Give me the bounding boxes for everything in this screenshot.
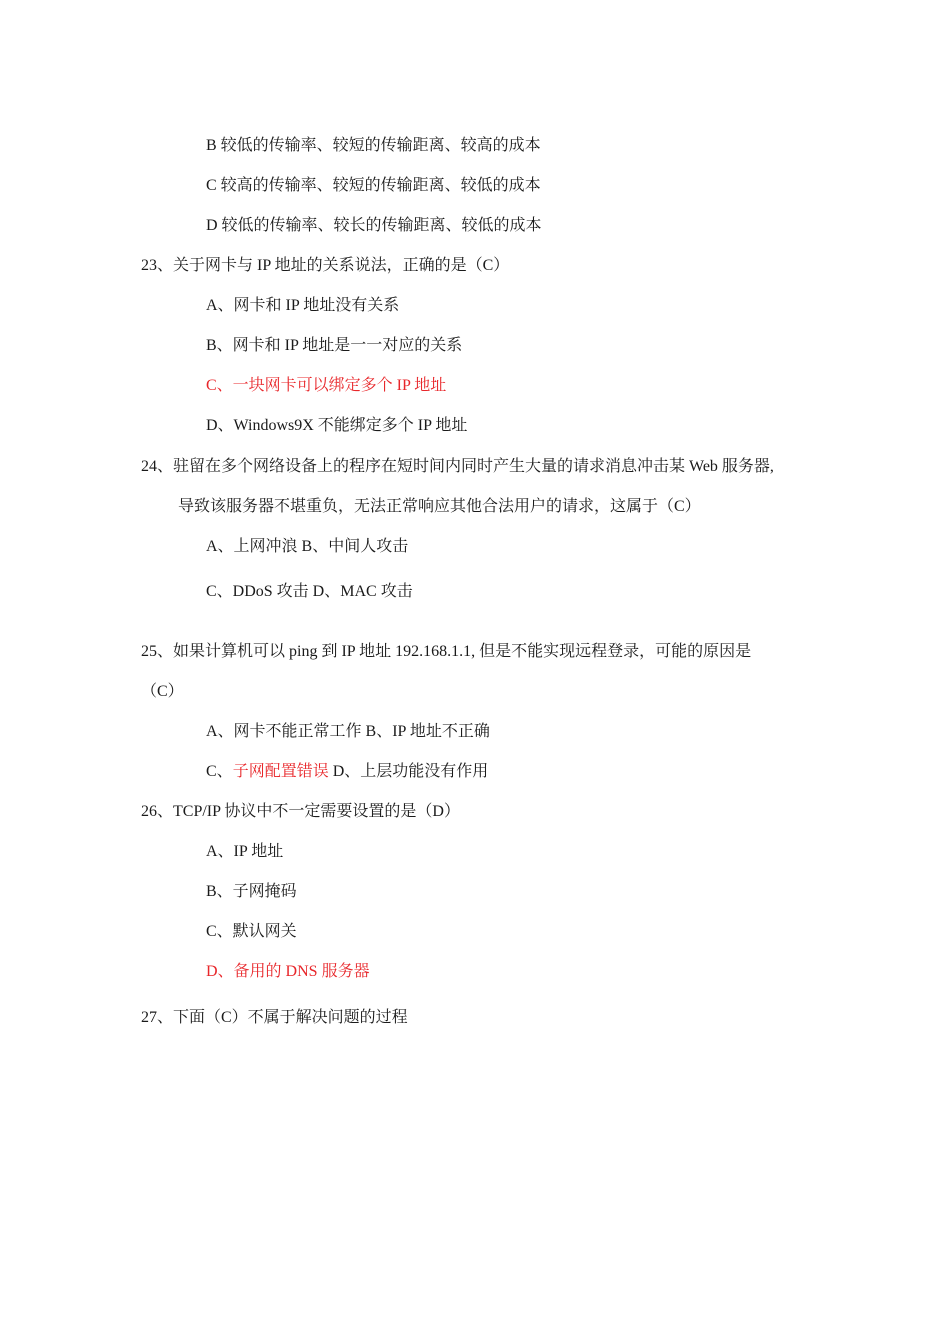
q26-option-a: A、IP 地址 xyxy=(206,843,284,860)
q26-option-b: B、子网掩码 xyxy=(206,883,297,900)
q24-stem-line1: 24、驻留在多个网络设备上的程序在短时间内同时产生大量的请求消息冲击某 Web 服务器, xyxy=(141,458,774,475)
q22-option-d: D 较低的传输率、较长的传输距离、较低的成本 xyxy=(206,217,542,234)
q26-option-d-answer: D、备用的 DNS 服务器 xyxy=(206,963,370,980)
q23-option-c-answer: C、一块网卡可以绑定多个 IP 地址 xyxy=(206,377,447,394)
q22-option-b: B 较低的传输率、较短的传输距离、较高的成本 xyxy=(206,137,541,154)
q23-stem: 23、关于网卡与 IP 地址的关系说法，正确的是（C） xyxy=(141,257,510,274)
q25-option-cd xyxy=(206,762,488,782)
q23-option-b: B、网卡和 IP 地址是一一对应的关系 xyxy=(206,337,463,354)
q27-stem: 27、下面（C）不属于解决问题的过程 xyxy=(141,1009,408,1026)
q23-option-d: D、Windows9X 不能绑定多个 IP 地址 xyxy=(206,417,468,434)
q26-stem: 26、TCP/IP 协议中不一定需要设置的是（D） xyxy=(141,803,460,820)
q23-option-a: A、网卡和 IP 地址没有关系 xyxy=(206,297,400,314)
q24-stem-line2: 导致该服务器不堪重负，无法正常响应其他合法用户的请求，这属于（C） xyxy=(178,498,701,515)
q25-option-d: D、上层功能没有作用 xyxy=(328,763,489,780)
q26-option-c: C、默认网关 xyxy=(206,923,297,940)
q25-stem-line1: 25、如果计算机可以 ping 到 IP 地址 192.168.1.1, 但是不能实现远程登录，可能的原因是 xyxy=(141,643,752,660)
q25-option-c-answer: 子网配置错误 xyxy=(232,763,329,780)
q22-option-c: C 较高的传输率、较短的传输距离、较低的成本 xyxy=(206,177,541,194)
q24-option-ab: A、上网冲浪 B、中间人攻击 xyxy=(206,538,409,555)
q25-option-ab: A、网卡不能正常工作 B、IP 地址不正确 xyxy=(206,723,490,740)
q25-option-c-prefix: C、 xyxy=(206,763,233,780)
q24-option-cd: C、DDoS 攻击 D、MAC 攻击 xyxy=(206,583,413,600)
q25-stem-line2: （C） xyxy=(141,683,184,700)
